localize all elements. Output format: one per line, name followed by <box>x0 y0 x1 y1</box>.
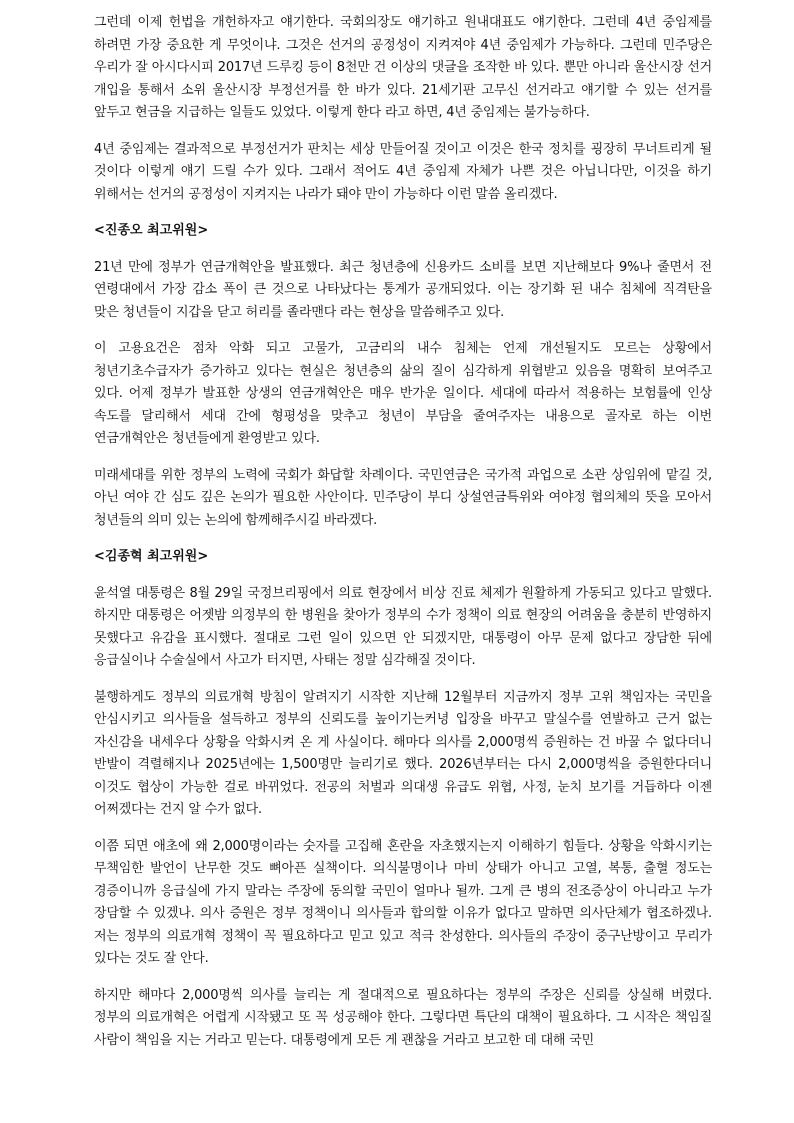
paragraph: 윤석열 대통령은 8월 29일 국정브리핑에서 의료 현장에서 비상 진료 체제가 원활하게 가동되고 있다고 말했다. 하지만 대통령은 어젯밤 의정부의 한 병원을 찾아가 정부의 수가 정책이 의료 현장의 어려움을 충분히 반영하지 못했다고 유감을 표시했다. 절대로 그런 일이 있으면 안 되겠지만, 대통령이 아무 문제 없다고 장담한 뒤에 응급실이나 수술실에서 사고가 터지면, 사태는 정말 심각해질 것이다. <box>94 585 712 668</box>
paragraph: 21년 만에 정부가 연금개혁안을 발표했다. 최근 청년층에 신용카드 소비를 보면 지난해보다 9%나 줄면서 전 연령대에서 가장 감소 폭이 큰 것으로 나타났다는 통계가 공개되었다. 이는 장기화 된 내수 침체에 직격탄을 맞은 청년들이 지갑을 닫고 허리를 졸라맨다 라는 현상을 말씀해주고 있다. <box>94 259 712 320</box>
paragraph: 미래세대를 위한 정부의 노력에 국회가 화답할 차례이다. 국민연금은 국가적 과업으로 소관 상임위에 맡길 것, 아닌 여야 간 심도 깊은 논의가 필요한 사안이다. 민주당이 부디 상설연금특위와 여야정 협의체의 뜻을 모아서 청년들의 의미 있는 논의에 함께해주시길 바라겠다. <box>94 467 712 528</box>
paragraph: 하지만 해마다 2,000명씩 의사를 늘리는 게 절대적으로 필요하다는 정부의 주장은 신뢰를 상실해 버렸다. 정부의 의료개혁은 어렵게 시작됐고 또 꼭 성공해야 한다. 그렇다면 특단의 대책이 필요하다. 그 시작은 책임질 사람이 책임을 지는 거라고 믿는다. 대통령에게 모든 게 괜찮을 거라고 보고한 데 대해 국민 <box>94 987 712 1048</box>
paragraph: 4년 중임제는 결과적으로 부정선거가 판치는 세상 만들어질 것이고 이것은 한국 정치를 굉장히 무너트리게 될 것이다 이렇게 얘기 드릴 수가 있다. 그래서 적어도 4년 중임제 자체가 나쁜 것은 아닙니다만, 이것을 하기 위해서는 선거의 공정성이 지켜지는 나라가 돼야 만이 가능하다 이런 말씀 올리겠다. <box>94 141 712 202</box>
paragraph: 그런데 이제 헌법을 개헌하자고 얘기한다. 국회의장도 얘기하고 원내대표도 얘기한다. 그런데 4년 중임제를 하려면 가장 중요한 게 무엇이냐. 그것은 선거의 공정성이 지켜져야 4년 중임제가 가능하다. 그런데 민주당은 우리가 잘 아시다시피 2017년 드루킹 등이 8천만 건 이상의 댓글을 조작한 바 있다. 뿐만 아니라 울산시장 선거 개입을 통해서 소위 울산시장 부정선거를 한 바가 있다. 21세기판 고무신 선거라고 얘기할 수 있는 선거를 앞두고 현금을 지급하는 일들도 있었다. 이렇게 한다 라고 하면, 4년 중임제는 불가능하다. <box>94 15 712 120</box>
paragraph: 이 고용요건은 점차 악화 되고 고물가, 고금리의 내수 침체는 언제 개선될지도 모르는 상황에서 청년기초수급자가 증가하고 있다는 현실은 청년층의 삶의 질이 심각하게 위협받고 있음을 명확히 보여주고 있다. 어제 정부가 발표한 상생의 연금개혁안은 매우 반가운 일이다. 세대에 따라서 적용하는 보험률에 인상 속도를 달리해서 세대 간에 형평성을 맞추고 청년이 부담을 줄여주자는 내용으로 골자로 하는 이번 연금개혁안은 청년들에게 환영받고 있다. <box>94 341 712 446</box>
paragraph: 불행하게도 정부의 의료개혁 방침이 알려지기 시작한 지난해 12월부터 지금까지 정부 고위 책임자는 국민을 안심시키고 의사들을 설득하고 정부의 신뢰도를 높이기는커녕 입장을 바꾸고 말실수를 연발하고 근거 없는 자신감을 내세우다 상황을 악화시켜 온 게 사실이다. 해마다 의사를 2,000명씩 증원하는 건 바꿀 수 없다더니 반발이 격렬해지나 2025년에는 1,500명만 늘리기로 했다. 2026년부터는 다시 2,000명씩을 증원한다더니 이것도 협상이 가능한 걸로 바뀌었다. 전공의 처벌과 의대생 유급도 위협, 사정, 눈치 보기를 거듭하다 이젠 어쩌겠다는 건지 알 수가 없다. <box>94 689 712 817</box>
speaker-heading: <김종혁 최고위원> <box>94 549 209 564</box>
document-page <box>94 12 712 1066</box>
speaker-heading: <진종오 최고위원> <box>94 223 209 238</box>
paragraph: 이쯤 되면 애초에 왜 2,000명이라는 숫자를 고집해 혼란을 자초했지는지 이해하기 힘들다. 상황을 악화시키는 무책임한 발언이 난무한 것도 뼈아픈 실책이다. 의식불명이나 마비 상태가 아니고 고열, 복통, 출혈 정도는 경증이니까 응급실에 가지 말라는 주장에 동의할 국민이 얼마나 될까. 그게 큰 병의 전조증상이 아니라고 누가 장담할 수 있겠나. 의사 증원은 정부 정책이니 의사들과 합의할 이유가 없다고 말하면 의사단체가 협조하겠나. 저는 정부의 의료개혁 정책이 꼭 필요하다고 믿고 있고 적극 찬성한다. 의사들의 주장이 중구난방이고 무리가 있다는 것도 잘 안다. <box>94 838 712 966</box>
